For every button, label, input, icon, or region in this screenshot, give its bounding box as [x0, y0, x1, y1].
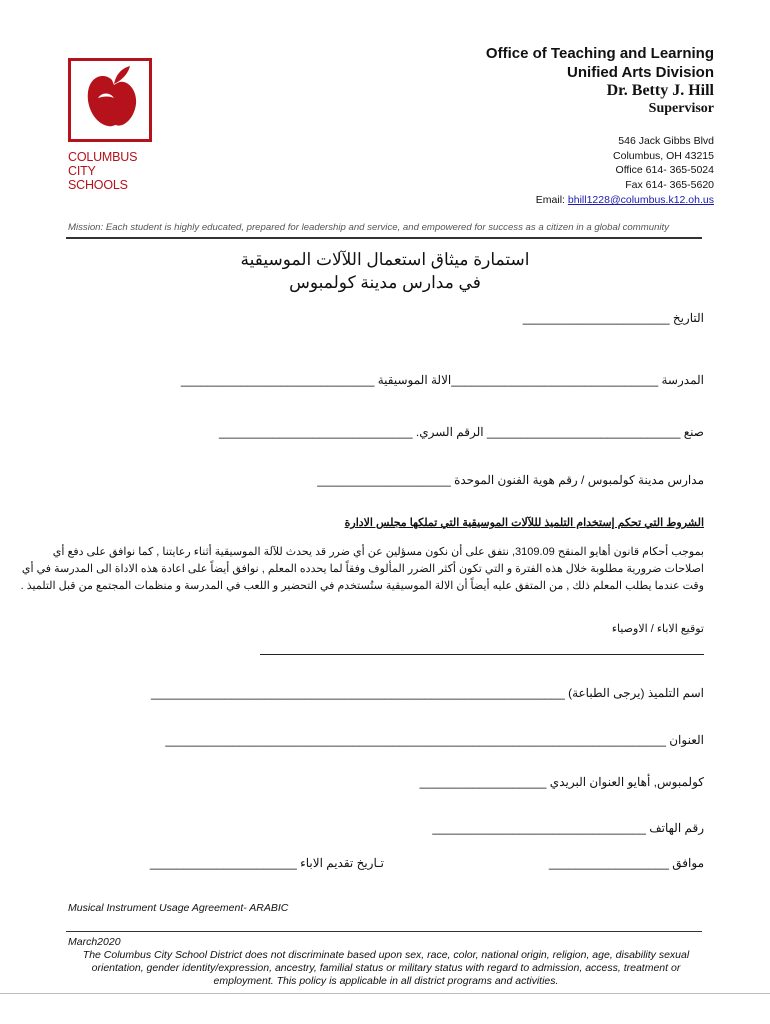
supervisor-role: Supervisor: [648, 101, 714, 116]
terms-line-1: بموجب أحكام قانون أهايو المنقح 3109.09, نتفق على أن نكون مسؤلين عن أي ضرر قد يحدث للآلة الموسيقية أثناء رعايتنا , كما نوافق على دفع أي: [52, 546, 704, 558]
email-link[interactable]: bhill1228@columbus.k12.oh.us: [567, 194, 714, 206]
arts-id-field[interactable]: مدارس مدينة كولمبوس / رقم هوية الفنون الموحدة ____________________: [317, 473, 704, 487]
student-name-field[interactable]: اسم التلميذ (يرجى الطباعة) ______________________________________________________________: [150, 686, 704, 700]
document-title: Musical Instrument Usage Agreement- ARABIC: [68, 902, 289, 914]
document-date: March2020: [68, 936, 121, 948]
logo-wordmark: [68, 150, 158, 192]
footer-divider: [66, 931, 702, 932]
header-divider: [66, 237, 702, 239]
phone-field[interactable]: رقم الهاتف ________________________________: [432, 821, 704, 835]
street-address: 546 Jack Gibbs Blvd: [618, 135, 714, 147]
terms-line-3: وقت عندما يطلب المعلم ذلك , من المتفق عليه أيضاً أن الالة الموسيقية ستُستخدم في التحضير و اللعب في المدرسة و منظمات المجتمع من قبل التلميذ .: [20, 580, 704, 592]
division-name: Unified Arts Division: [567, 64, 714, 81]
school-instrument-field[interactable]: المدرسة _______________________________الالة الموسيقية _____________________________: [180, 373, 704, 387]
city-address: Columbus, OH 43215: [613, 150, 714, 162]
parent-signature-label: توقيع الاباء / الاوصياء: [611, 623, 704, 635]
parent-signature-line[interactable]: [260, 654, 704, 655]
logo-line-1: COLUMBUS: [68, 150, 138, 164]
nondiscrimination-policy: The Columbus City School District does not discriminate based upon sex, race, color, national origin, religion, age, disability sexual orientation, gender identity/expression, ancestry, familial status or military status with regard to admission, access, treatment or employment. This policy is applicable in all district programs and activities.: [82, 949, 690, 987]
agree-field[interactable]: موافق __________________: [548, 856, 704, 870]
form-title-line-2: في مدارس مدينة كولمبوس: [289, 273, 481, 292]
city-postal-field[interactable]: كولمبوس, أهايو العنوان البريدي ___________________: [419, 775, 704, 789]
form-title-line-1: استمارة ميثاق استعمال اللآلات الموسيقية: [240, 250, 530, 269]
email-line: [536, 194, 714, 206]
office-phone: Office 614- 365-5024: [615, 164, 714, 176]
date-field[interactable]: التاريخ ______________________: [522, 311, 704, 325]
fax-number: Fax 614- 365-5620: [625, 179, 714, 191]
supervisor-name: Dr. Betty J. Hill: [606, 82, 714, 99]
terms-heading: الشروط التي تحكم إستخدام التلميذ لللآلات الموسيقية التي تملكها مجلس الادارة: [344, 517, 704, 529]
logo-line-2: CITY SCHOOLS: [68, 164, 128, 192]
address-field[interactable]: العنوان ___________________________________________________________________________: [165, 733, 704, 747]
email-label: Email:: [535, 194, 565, 206]
mission-statement: Mission: Each student is highly educated, prepared for leadership and service, and empowered for success as a citizen in a global community: [68, 222, 669, 233]
office-name: Office of Teaching and Learning: [485, 45, 714, 62]
page-edge: [0, 993, 770, 994]
terms-line-2: اصلاحات ضرورية مطلوبة خلال هذه الفترة و التي تكون أكثر الضرر المألوف وفقاً لما يحدده المعلم , نوافق أيضاً على اعادة هذه الاداة الى المدرسة في أي: [21, 563, 704, 575]
maker-serial-field[interactable]: صنع _____________________________ الرقم السري. _____________________________: [219, 425, 704, 439]
parent-date-field[interactable]: تـاريخ تقديم الاباء ______________________: [149, 856, 384, 870]
